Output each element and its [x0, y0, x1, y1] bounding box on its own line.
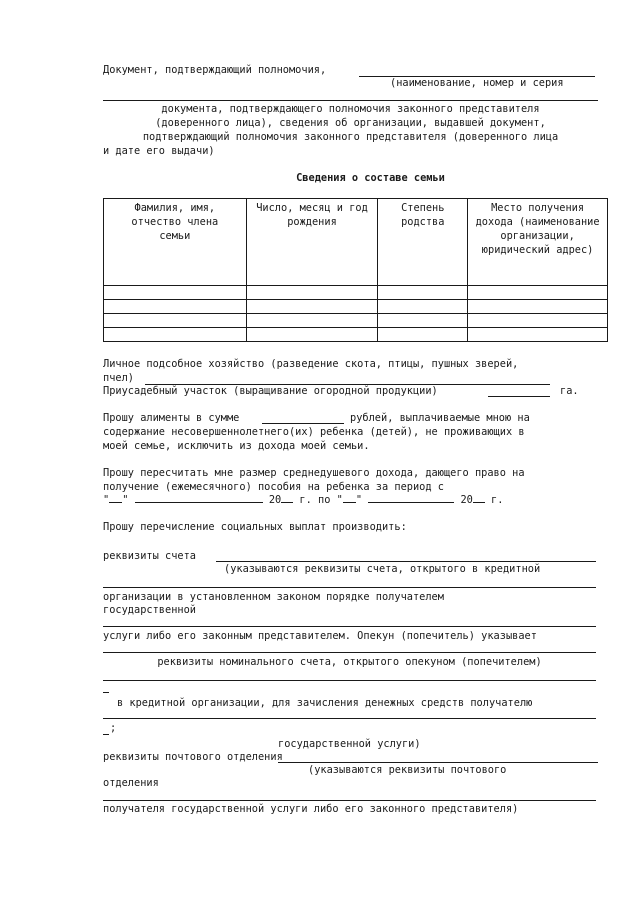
quote: " [103, 494, 110, 506]
period-end-day-field[interactable] [343, 502, 356, 503]
postal-field-2[interactable] [103, 800, 596, 801]
table-cell[interactable] [246, 314, 378, 328]
postal-field[interactable] [278, 762, 598, 763]
table-cell[interactable] [468, 286, 608, 300]
family-section-title: Сведения о составе семьи [296, 172, 445, 184]
plot-label: Приусадебный участок (выращивание огородной продукции) [103, 385, 438, 397]
recalc-period-line [103, 494, 503, 507]
table-cell[interactable] [468, 300, 608, 314]
farm-text-1: Личное подсобное хозяйство (разведение скота, птицы, пушных зверей, [103, 358, 519, 370]
plot-unit: га. [560, 385, 579, 397]
period-start-month-field[interactable] [135, 502, 263, 503]
quote: " [336, 494, 343, 506]
payments-text-6: реквизиты номинального счета, открытого опекуном (попечителем) [157, 656, 542, 668]
table-row [104, 314, 608, 328]
table-cell[interactable] [378, 328, 468, 342]
account-field[interactable] [216, 561, 596, 562]
table-cell[interactable] [378, 286, 468, 300]
column-header-relation: Степень родства [378, 199, 468, 286]
account-field-4[interactable] [103, 652, 596, 653]
period-end-month-field[interactable] [368, 502, 454, 503]
payments-text-8: государственной услуги) [278, 738, 421, 750]
table-cell[interactable] [104, 328, 247, 342]
recalc-text-2: получение (ежемесячного) пособия на ребенка за период с [103, 481, 444, 493]
table-cell[interactable] [468, 314, 608, 328]
table-cell[interactable] [104, 286, 247, 300]
recalc-year-suffix: г. [491, 494, 504, 506]
account-field-2[interactable] [103, 587, 596, 588]
plot-area-field[interactable] [488, 396, 550, 397]
account-field-5[interactable] [103, 680, 596, 681]
alimony-text-3: моей семье, исключить из дохода моей семьи. [103, 440, 370, 452]
column-header-name: Фамилия, имя, отчество члена семьи [104, 199, 247, 286]
account-field-5b[interactable] [103, 692, 109, 693]
table-cell[interactable] [104, 300, 247, 314]
farm-text-2: пчел) [103, 372, 134, 384]
quote: " [122, 494, 129, 506]
account-field-3[interactable] [103, 626, 596, 627]
payments-text-7: в кредитной организации, для зачисления денежных средств получателю [117, 697, 533, 709]
family-table-header [104, 199, 608, 286]
period-start-year-field[interactable] [281, 502, 293, 503]
account-field-6[interactable] [103, 718, 596, 719]
postal-hint: (указываются реквизиты почтового [308, 764, 507, 776]
recalc-to-label: г. по [299, 494, 331, 506]
payments-text-10: отделения [103, 777, 159, 789]
table-cell[interactable] [246, 328, 378, 342]
authority-hint-4: подтверждающий полномочия законного представителя (доверенного лица [142, 131, 559, 143]
table-cell[interactable] [246, 286, 378, 300]
alimony-text-1a: Прошу алименты в сумме [103, 412, 240, 424]
authority-document-field-2[interactable] [103, 100, 598, 101]
period-end-year-field[interactable] [473, 502, 485, 503]
table-row [104, 328, 608, 342]
semicolon: ; [110, 722, 117, 734]
payments-text-11: получателя государственной услуги либо его законного представителя) [103, 803, 519, 815]
alimony-text-1b: рублей, выплачиваемые мною на [350, 412, 530, 424]
column-header-birthdate: Число, месяц и год рождения [246, 199, 378, 286]
table-row [104, 300, 608, 314]
authority-hint-3: (доверенного лица), сведения об организации, выдавшей документ, [155, 117, 546, 129]
quote: " [355, 494, 363, 506]
authority-hint-5: и дате его выдачи) [103, 145, 215, 157]
table-cell[interactable] [378, 314, 468, 328]
alimony-text-2: содержание несовершеннолетнего(их) ребенка (детей), не проживающих в [103, 426, 525, 438]
year-prefix: 20 [268, 494, 282, 506]
table-cell[interactable] [468, 328, 608, 342]
recalc-text-1: Прошу пересчитать мне размер среднедушевого дохода, дающего право на [103, 467, 525, 479]
table-cell[interactable] [104, 314, 247, 328]
authority-hint-2: документа, подтверждающего полномочия законного представителя [161, 103, 540, 115]
table-row [104, 286, 608, 300]
payments-text-4: государственной [103, 604, 196, 616]
authority-hint-1: (наименование, номер и серия [390, 77, 564, 89]
period-start-day-field[interactable] [109, 502, 122, 503]
year-prefix: 20 [460, 494, 473, 506]
column-header-income-place: Место получения дохода (наименование организации, юридический адрес) [468, 199, 608, 286]
table-cell[interactable] [246, 300, 378, 314]
account-label: реквизиты счета [103, 550, 196, 562]
authority-document-label: Документ, подтверждающий полномочия, [103, 64, 327, 76]
account-field-6b[interactable] [103, 734, 109, 735]
payments-request: Прошу перечисление социальных выплат производить: [103, 521, 407, 533]
table-cell[interactable] [378, 300, 468, 314]
postal-label: реквизиты почтового отделения [103, 751, 283, 763]
account-hint: (указываются реквизиты счета, открытого в кредитной [224, 563, 541, 575]
payments-text-3: организации в установленном законом порядке получателем [103, 591, 444, 603]
payments-text-5: услуги либо его законным представителем. Опекун (попечитель) указывает [103, 630, 537, 642]
family-table [103, 198, 608, 342]
alimony-amount-field[interactable] [262, 423, 344, 424]
